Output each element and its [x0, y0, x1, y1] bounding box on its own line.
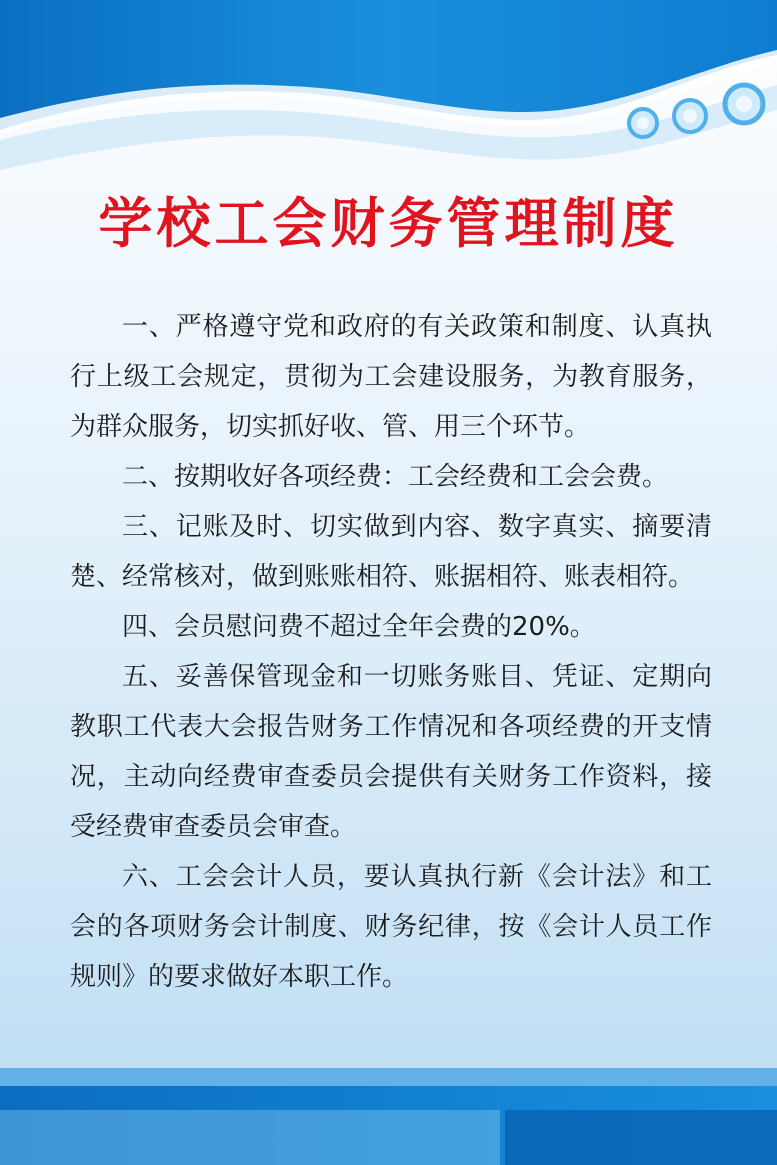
header-wave: [0, 0, 777, 130]
footer-stripe-light: [0, 1068, 777, 1086]
footer-panel-right: [505, 1110, 777, 1165]
regulation-item-4: 四、会员慰问费不超过全年会费的20%。: [122, 612, 596, 642]
regulation-item-6: 六、工会会计人员，要认真执行新《会计法》和工会的各项财务会计制度、财务纪律，按《会计人员工作规则》的要求做好本职工作。: [70, 862, 712, 992]
footer-panel-left: [0, 1110, 500, 1165]
regulation-item-1: 一、严格遵守党和政府的有关政策和制度、认真执行上级工会规定，贯彻为工会建设服务，为教育服务，为群众服务，切实抓好收、管、用三个环节。: [70, 312, 712, 442]
regulation-text: [70, 302, 712, 1002]
regulation-item-3: 三、记账及时、切实做到内容、数字真实、摘要清楚、经常核对，做到账账相符、账据相符、账表相符。: [70, 512, 712, 592]
page-title: 学校工会财务管理制度: [98, 192, 679, 255]
regulation-item-2: 二、按期收好各项经费：工会经费和工会会费。: [122, 462, 669, 492]
regulation-item-5: 五、妥善保管现金和一切账务账目、凭证、定期向教职工代表大会报告财务工作情况和各项经费的开支情况，主动向经费审查委员会提供有关财务工作资料，接受经费审查委员会审查。: [70, 662, 712, 842]
